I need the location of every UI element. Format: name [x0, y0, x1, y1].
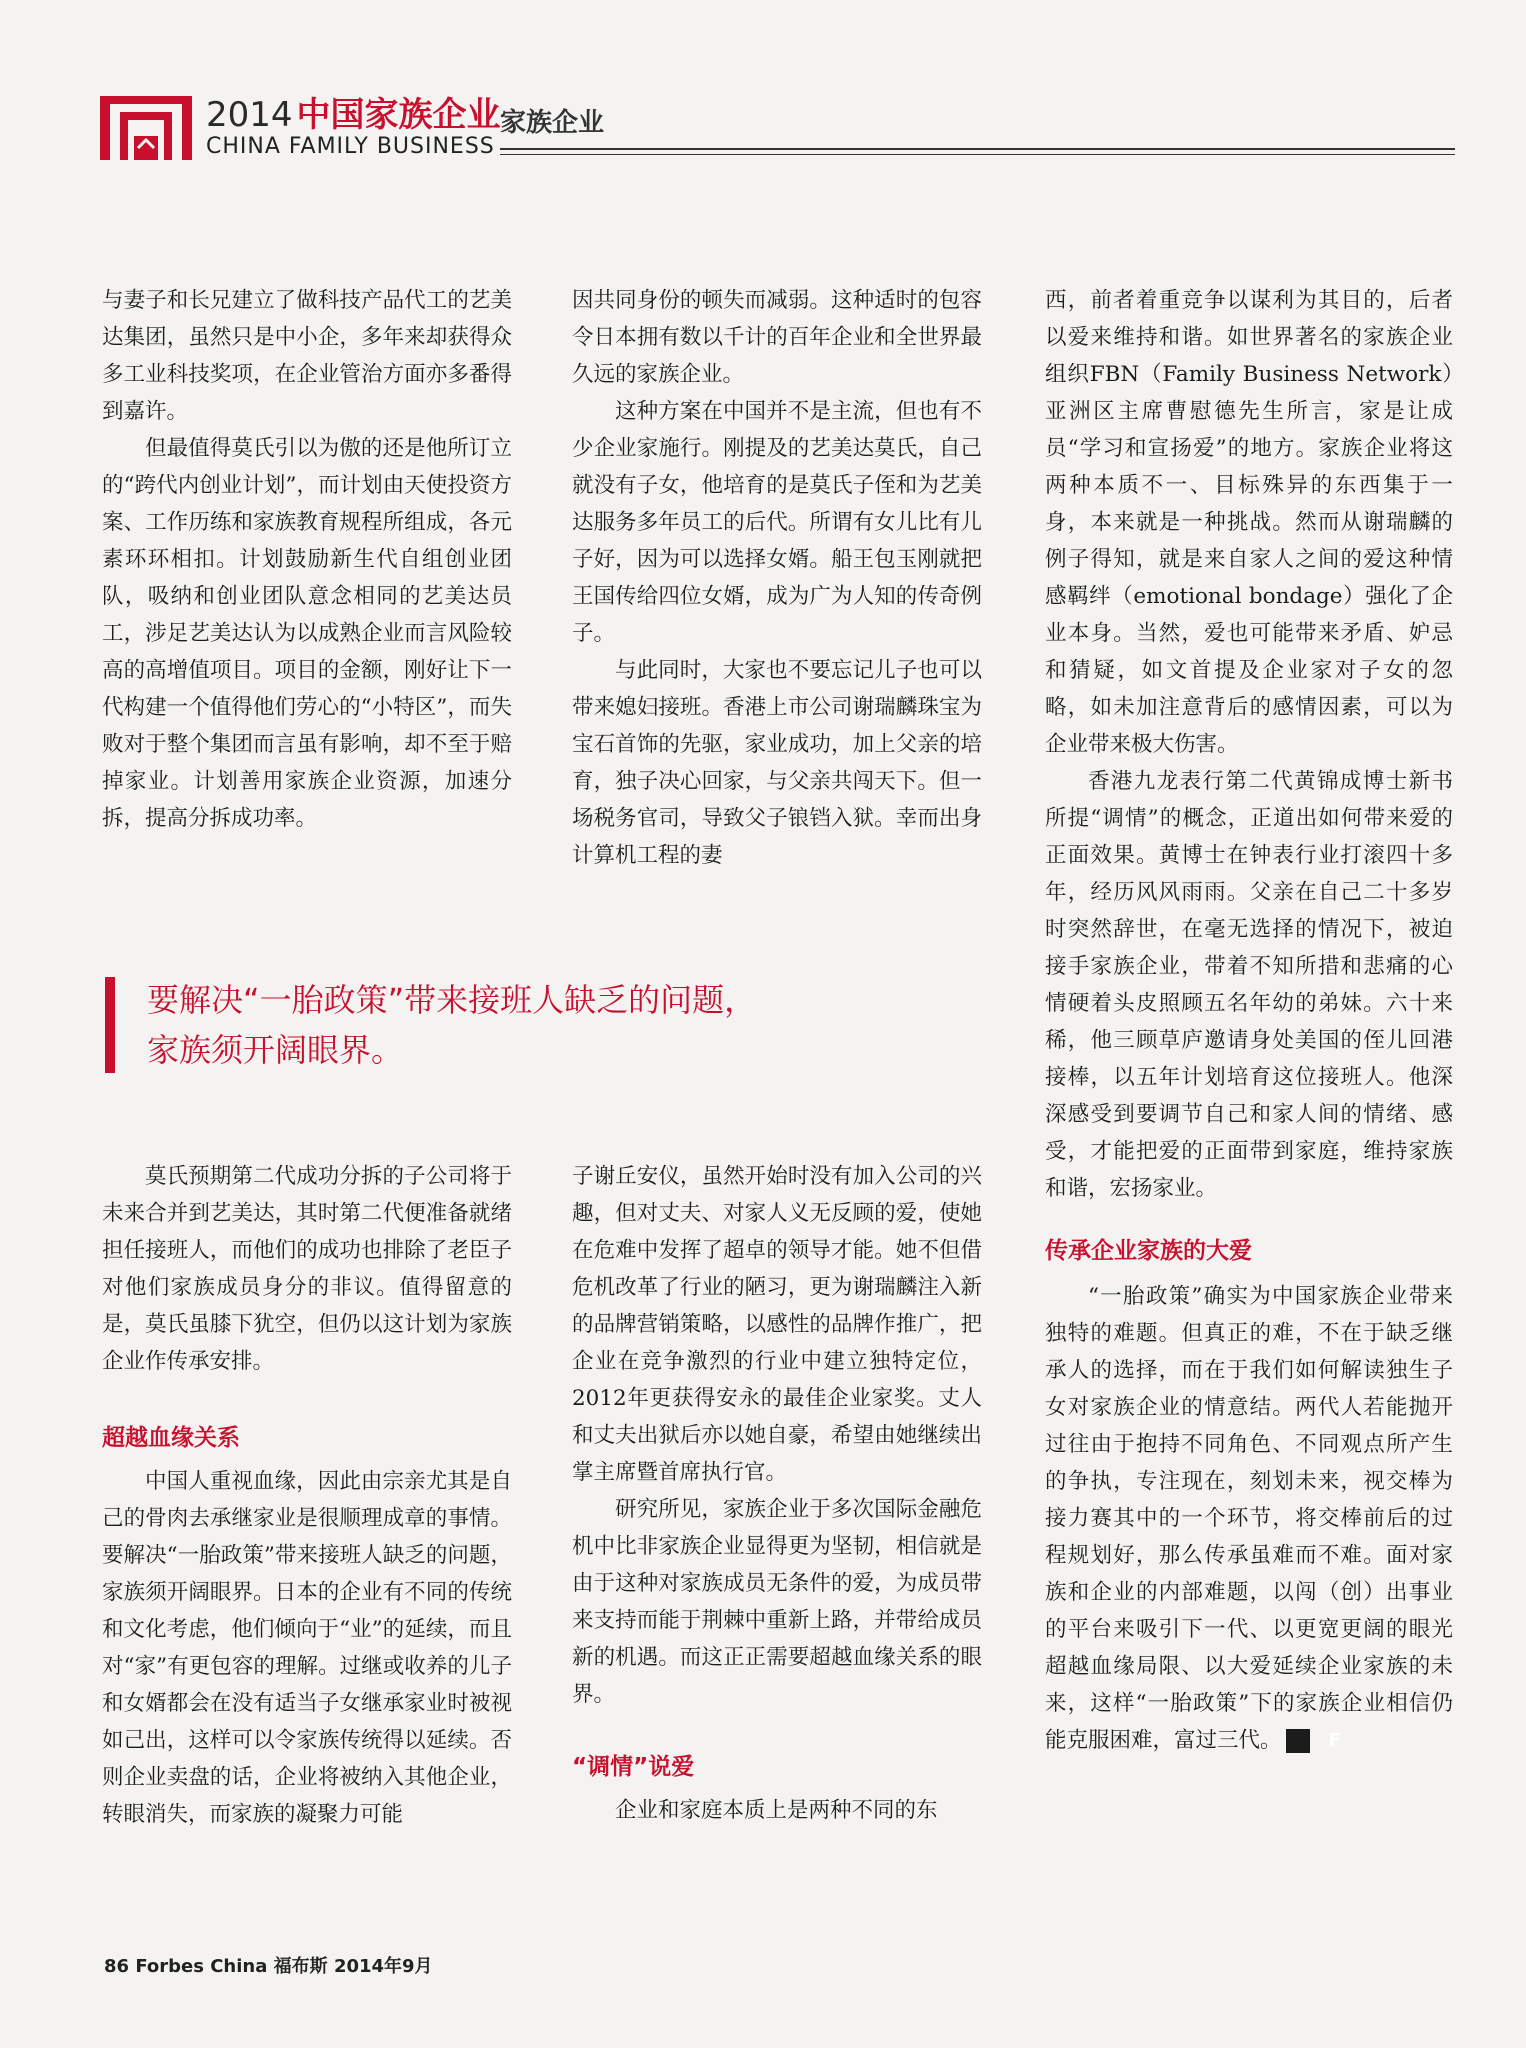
end-mark-icon: F	[1286, 1729, 1310, 1753]
paragraph: 香港九龙表行第二代黄锦成博士新书所提“调情”的概念，正道出如何带来爱的正面效果。黄博士在钟表行业打滚四十多年，经历风风雨雨。父亲在自己二十多岁时突然辞世，在毫无选择的情况下，被迫接手家族企业，带着不知所措和悲痛的心情硬着头皮照顾五名年幼的弟妹。六十来稀，他三顾草庐邀请身处美国的侄儿回港接棒，以五年计划培育这位接班人。他深深感受到要调节自己和家人间的情绪、感受，才能把爱的正面带到家庭，维持家族和谐，宏扬家业。	[1045, 769, 1453, 1201]
page-number: 86	[104, 1956, 130, 1977]
paragraph: 与此同时，大家也不要忘记儿子也可以带来媳妇接班。香港上市公司谢瑞麟珠宝为宝石首饰的先驱，家业成功，加上父亲的培育，独子决心回家，与父亲共闯天下。但一场税务官司，导致父子锒铛入狱。幸而出身计算机工程的妻	[572, 658, 982, 868]
pull-quote-line: 家族须开阔眼界。	[147, 1031, 404, 1069]
paragraph: 子谢丘安仪，虽然开始时没有加入公司的兴趣，但对丈夫、对家人义无反顾的爱，使她在危难中发挥了超卓的领导才能。她不但借危机改革了行业的陋习，更为谢瑞麟注入新的品牌营销策略，以感性的品牌作推广，把企业在竞争激烈的行业中建立独特定位，2012年更获得安永的最佳企业家奖。丈人和丈夫出狱后亦以她自豪，希望由她继续出掌主席暨首席执行官。	[572, 1164, 982, 1485]
subheading: 超越血缘关系	[102, 1425, 240, 1451]
paragraph: 西，前者着重竞争以谋利为其目的，后者以爱来维持和谐。如世界著名的家族企业组织FBN（Family Business Network）亚洲区主席曹慰德先生所言，家是让成员“学习和宣扬爱”的地方。家族企业将这两种本质不一、目标殊异的东西集于一身，本来就是一种挑战。然而从谢瑞麟的例子得知，就是来自家人之间的爱这种情感羁绊（emotional bondage）强化了企业本身。当然，爱也可能带来矛盾、妒忌和猜疑，如文首提及企业家对子女的忽略，如未加注意背后的感情因素，可以为企业带来极大伤害。	[1045, 288, 1453, 757]
pull-quote	[105, 975, 1005, 1071]
subheading: “调情”说爱	[572, 1754, 695, 1780]
paragraph: 这种方案在中国并不是主流，但也有不少企业家施行。刚提及的艺美达莫氏，自己就没有子女，他培育的是莫氏子侄和为艺美达服务多年员工的后代。所谓有女儿比有儿子好，因为可以选择女婿。船王包玉刚就把王国传给四位女婿，成为广为人知的传奇例子。	[572, 399, 982, 646]
page-footer	[104, 1952, 433, 1978]
paragraph: 但最值得莫氏引以为傲的还是他所订立的“跨代内创业计划”，而计划由天使投资方案、工作历练和家族教育规程所组成，各元素环环相扣。计划鼓励新生代自组创业团队，吸纳和创业团队意念相同的艺美达员工，涉足艺美达认为以成熟企业而言风险较高的高增值项目。项目的金额，刚好让下一代构建一个值得他们劳心的“小特区”，而失败对于整个集团而言虽有影响，却不至于赔掉家业。计划善用家族企业资源，加速分拆，提高分拆成功率。	[102, 436, 512, 831]
column-1-bottom	[102, 1158, 512, 1833]
paragraph: 研究所见，家族企业于多次国际金融危机中比非家族企业显得更为坚韧，相信就是由于这种对家族成员无条件的爱，为成员带来支持而能于荆棘中重新上路，并带给成员新的机遇。而这正正需要超越血缘关系的眼界。	[572, 1497, 982, 1707]
issue-date: 2014年9月	[333, 1956, 433, 1977]
header-rule	[500, 148, 1455, 150]
pull-quote-line: 要解决“一胎政策”带来接班人缺乏的问题，	[147, 981, 757, 1019]
brand-title-en: CHINA FAMILY BUSINESS	[206, 134, 495, 159]
magazine-name: Forbes China 福布斯	[135, 1956, 328, 1977]
paragraph: 中国人重视血缘，因此由宗亲尤其是自己的骨肉去承继家业是很顺理成章的事情。要解决“一胎政策”带来接班人缺乏的问题，家族须开阔眼界。日本的企业有不同的传统和文化考虑，他们倾向于“业”的延续，而且对“家”有更包容的理解。过继或收养的儿子和女婿都会在没有适当子女继承家业时被视如己出，这样可以令家族传统得以延续。否则企业卖盘的话，企业将被纳入其他企业，转眼消失，而家族的凝聚力可能	[102, 1469, 512, 1827]
column-2-top	[572, 282, 982, 874]
column-3	[1045, 282, 1453, 1759]
pull-quote-bar	[105, 977, 115, 1073]
column-1-top	[102, 282, 512, 837]
paragraph-text: “一胎政策”确实为中国家族企业带来独特的难题。但真正的难，不在于缺乏继承人的选择，而在于我们如何解读独生子女对家族企业的情意结。两代人若能抛开过往由于抱持不同角色、不同观点所产生的争执，专注现在，刻划未来，视交棒为接力赛其中的一个环节，将交棒前后的过程规划好，那么传承虽难而不难。面对家族和企业的内部难题，以闯（创）出事业的平台来吸引下一代、以更宽更阔的眼光超越血缘局限、以大爱延续企业家族的未来，这样“一胎政策”下的家族企业相信仍能克服困难，富过三代。	[1045, 1284, 1453, 1753]
family-gate-logo-icon	[100, 96, 192, 160]
paragraph: 因共同身份的顿失而减弱。这种适时的包容令日本拥有数以千计的百年企业和全世界最久远的家族企业。	[572, 288, 982, 387]
brand-year: 2014	[206, 95, 293, 135]
header-rule-thin	[500, 154, 1455, 155]
paragraph: 与妻子和长兄建立了做科技产品代工的艺美达集团，虽然只是中小企，多年来却获得众多工业科技奖项，在企业管治方面亦多番得到嘉许。	[102, 288, 512, 424]
brand-title-cn: 中国家族企业	[296, 95, 501, 135]
paragraph: 企业和家庭本质上是两种不同的东	[615, 1798, 938, 1823]
page-header	[100, 96, 1455, 168]
column-2-bottom	[572, 1158, 982, 1829]
pull-quote-text	[147, 975, 756, 1075]
paragraph: 莫氏预期第二代成功分拆的子公司将于未来合并到艺美达，其时第二代便准备就绪担任接班人，而他们的成功也排除了老臣子对他们家族成员身分的非议。值得留意的是，莫氏虽膝下犹空，但仍以这计划为家族企业作传承安排。	[102, 1164, 512, 1374]
brand-title	[206, 96, 501, 134]
paragraph	[1045, 1278, 1453, 1759]
subheading: 传承企业家族的大爱	[1045, 1238, 1252, 1264]
section-label: 家族企业	[500, 108, 605, 138]
